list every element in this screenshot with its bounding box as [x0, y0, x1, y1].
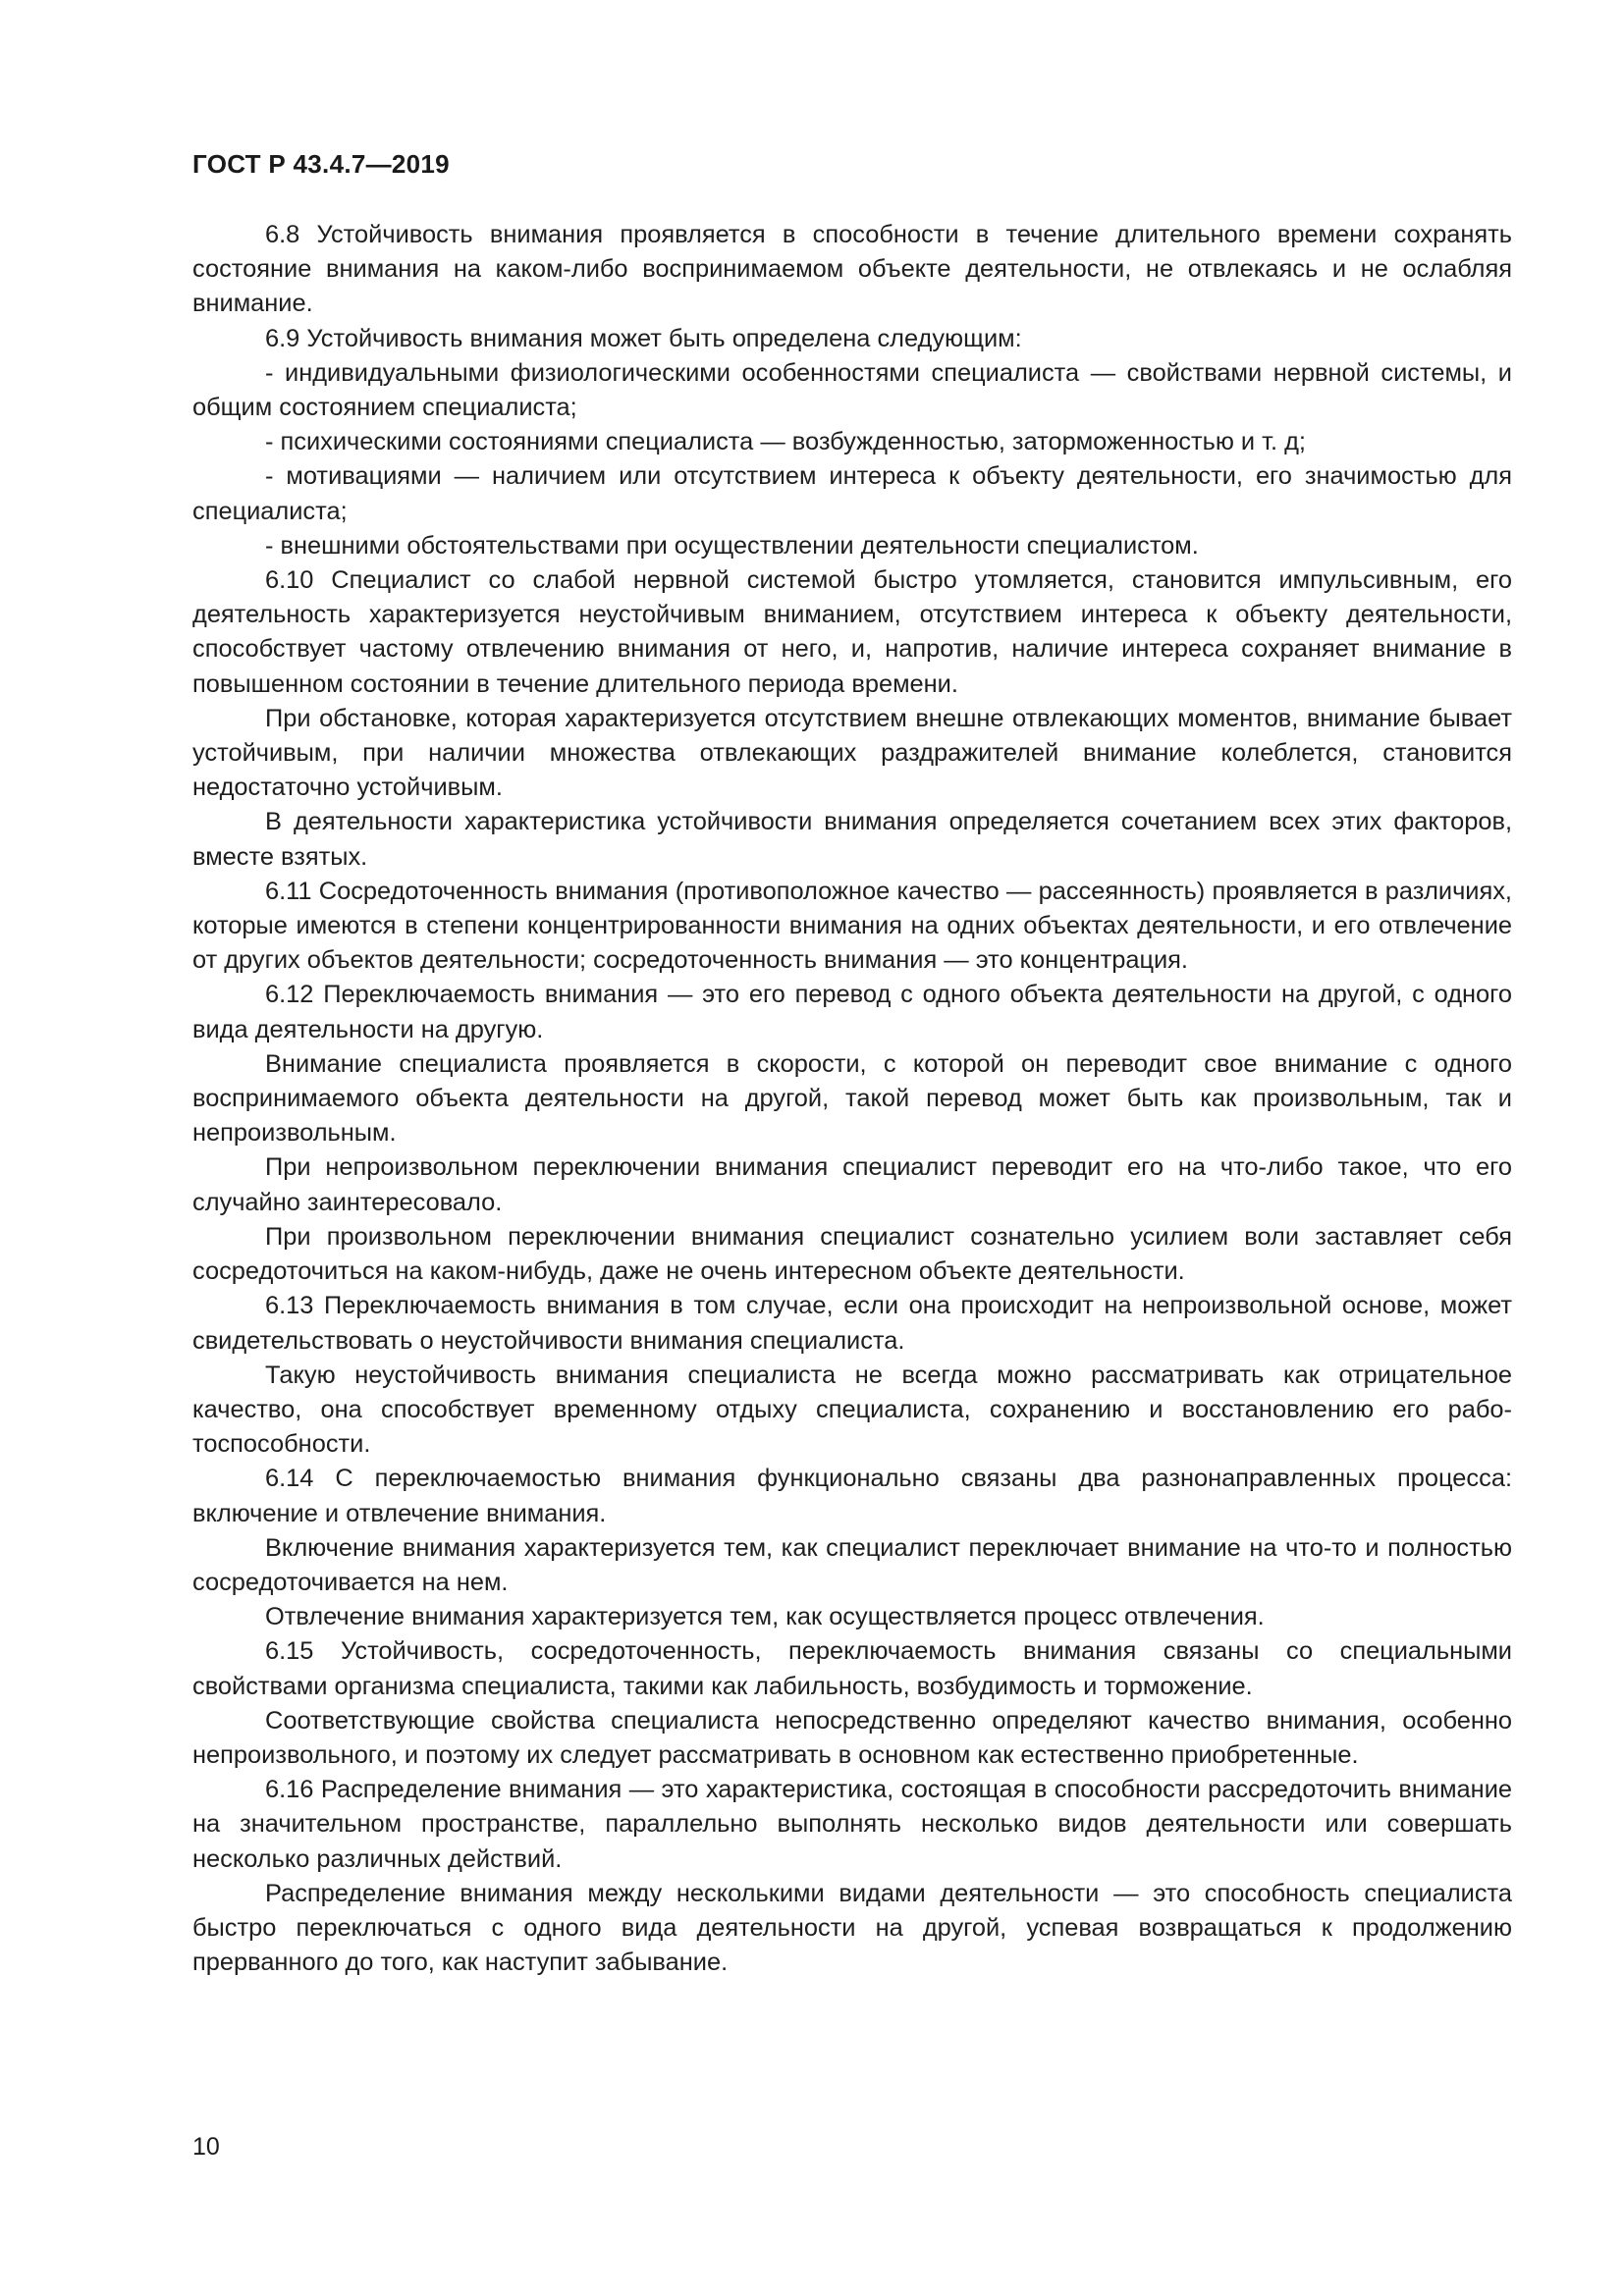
paragraph: 6.9 Устойчивость внимания может быть определена следующим:	[265, 324, 1022, 352]
list-item: - внешними обстоятельствами при осуществлении деятельности специалистом.	[265, 531, 1199, 560]
paragraph: 6.15 Устойчивость, сосредоточенность, переключаемость внимания связаны со специальными свойствами организма специалиста, такими как лабильность, возбудимость и торможение.	[192, 1637, 1512, 1700]
paragraph: Распределение внимания между несколькими видами деятельности — это способность специалиста быстро переключаться с одного вида деятельности на другой, успевая возвращаться к продолжению прерванного до того, как наступит забывание.	[192, 1879, 1512, 1977]
paragraph: При непроизвольном переключении внимания специалист переводит его на что-либо такое, что его случайно заинтересовало.	[192, 1153, 1512, 1216]
paragraph: 6.13 Переключаемость внимания в том случае, если она происходит на непроизвольной основе, может свидетельствовать о неустойчивости внимания специалиста.	[192, 1292, 1512, 1355]
paragraph: 6.10 Специалист со слабой нервной системой быстро утомляется, становится импульсивным, его деятельность характеризуется неустойчивым вниманием, отсутствием интереса к объекту деятельности, способствует частому отвлечению внимания от него, и, напротив, наличие интереса сохраняет внимание в повышенном состоянии в течение длительного периода времени.	[192, 566, 1512, 698]
paragraph: При обстановке, которая характеризуется отсутствием внешне отвлекающих моментов, внимание бывает устойчивым, при наличии множества отвлекающих раздражителей внимание колеблется, становится недостаточно устойчивым.	[192, 704, 1512, 802]
list-item: - психическими состояниями специалиста — возбужденностью, заторможенностью и т. д;	[265, 428, 1306, 456]
paragraph: 6.14 С переключаемостью внимания функционально связаны два разнонаправленных процесса: включение и отвлечение внимания.	[192, 1465, 1512, 1527]
paragraph: В деятельности характеристика устойчивости внимания определяется сочетанием всех этих факторов, вместе взятых.	[192, 808, 1512, 871]
document-body	[192, 218, 1512, 1980]
paragraph: 6.16 Распределение внимания — это характеристика, состоящая в способности рассредоточить внимание на значительном пространстве, параллельно выполнять несколько видов деятельности или совершать несколько различных действий.	[192, 1776, 1512, 1873]
paragraph: 6.12 Переключаемость внимания — это его перевод с одного объекта деятельности на другой, с одного вида деятельности на другую.	[192, 981, 1512, 1043]
paragraph: 6.11 Сосредоточенность внимания (противоположное качество — рассеянность) проявляется в различиях, которые имеются в степени концентрированности внимания на одних объектах деятельности, и его отвлечение от других объектов деятельности; сосредоточенность внимания — это концентрация.	[192, 877, 1512, 975]
list-item: - индивидуальными физиологическими особенностями специалиста — свойствами нервной системы, и общим состоянием специалиста;	[192, 358, 1512, 422]
paragraph: При произвольном переключении внимания специалист сознательно усилием воли заставляет себя сосредоточиться на каком-нибудь, даже не очень интересном объекте деятельности.	[192, 1222, 1512, 1286]
page-number: 10	[192, 2133, 220, 2161]
paragraph: Отвлечение внимания характеризуется тем, как осуществляется процесс отвлечения.	[265, 1603, 1265, 1631]
paragraph: Внимание специалиста проявляется в скорости, с которой он переводит свое внимание с одного воспринимаемого объекта деятельности на другой, такой перевод может быть как произвольным, так и непроизвольным.	[192, 1049, 1512, 1148]
list-item: - мотивациями — наличием или отсутствием интереса к объекту деятельности, его значимостью для специалиста;	[192, 462, 1512, 525]
paragraph: Включение внимания характеризуется тем, как специалист переключает внимание на что-то и полностью сосредоточивается на нем.	[192, 1533, 1512, 1596]
document-code-header: ГОСТ Р 43.4.7—2019	[192, 149, 450, 179]
paragraph: Такую неустойчивость внимания специалиста не всегда можно рассматривать как отрицательное качество, она способствует временному отдыху специалиста, сохранению и восстановлению его работоспособности.	[192, 1361, 1512, 1459]
paragraph: 6.8 Устойчивость внимания проявляется в способности в течение длительного времени сохранять состояние внимания на каком-либо воспринимаемом объекте деятельности, не отвлекаясь и не ослабляя внимание.	[192, 221, 1512, 318]
paragraph: Соответствующие свойства специалиста непосредственно определяют качество внимания, особенно непроизвольного, и поэтому их следует рассматривать в основном как естественно приобретенные.	[192, 1706, 1512, 1769]
